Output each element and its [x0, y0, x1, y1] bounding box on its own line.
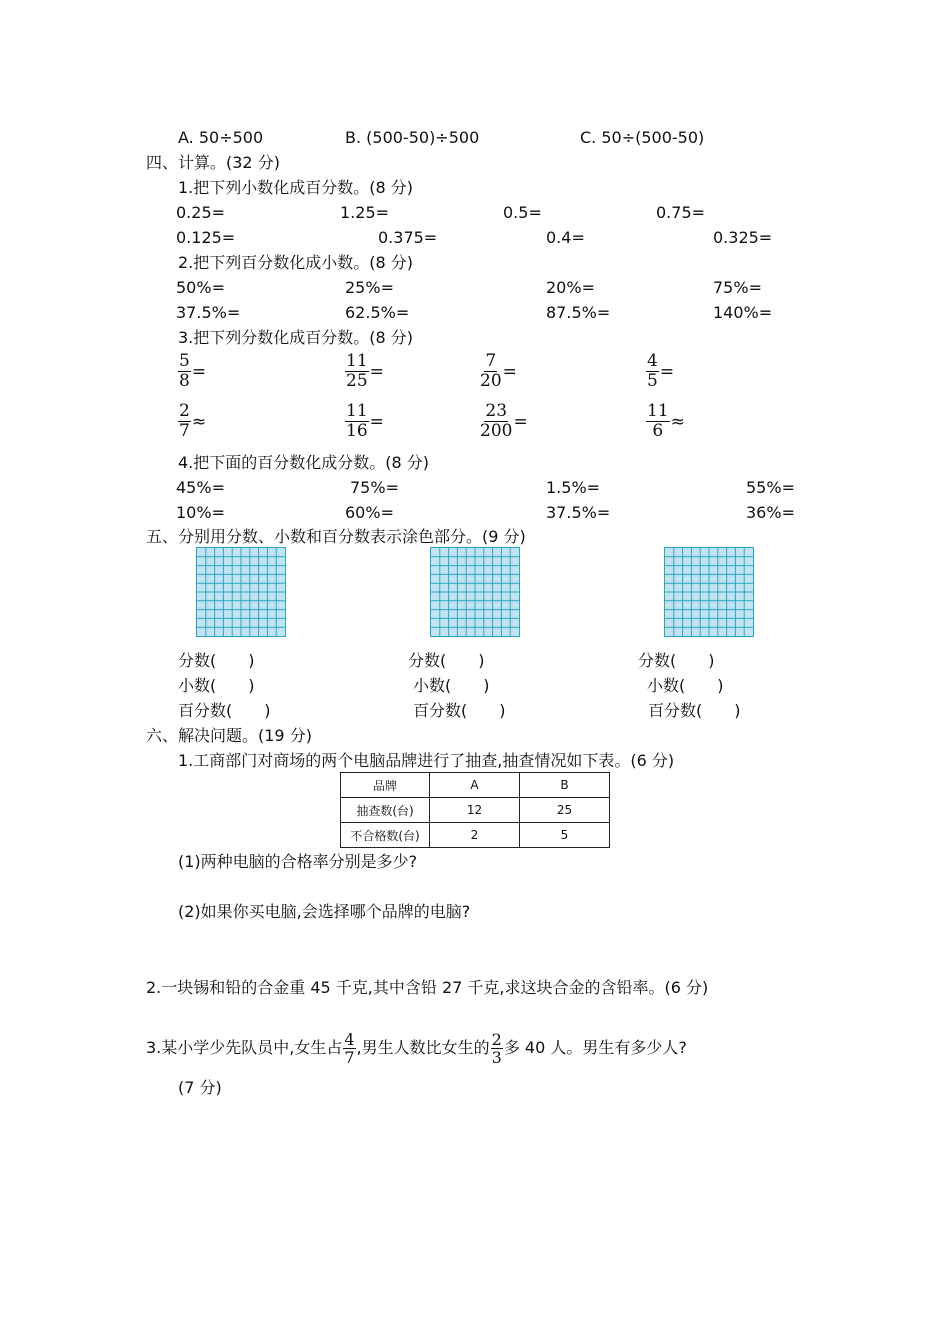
fraction-symbol: ≈ — [670, 411, 685, 432]
decimal-answer-1: 小数( ) — [178, 676, 255, 695]
section-6-title: 六、解决问题。(19 分) — [146, 726, 312, 745]
fraction-denominator: 8 — [179, 371, 190, 391]
q4-1-item: 0.5= — [503, 203, 542, 222]
q4-4-item: 45%= — [176, 478, 225, 497]
q4-1-item: 0.4= — [546, 228, 585, 247]
grid-lines — [665, 548, 753, 636]
q4-1-title: 1.把下列小数化成百分数。(8 分) — [178, 178, 414, 197]
q6-1-sub2: (2)如果你买电脑,会选择哪个品牌的电脑? — [178, 902, 471, 921]
q4-2-item: 87.5%= — [546, 303, 611, 322]
q4-1-item: 0.125= — [176, 228, 236, 247]
fraction-symbol: = — [369, 361, 384, 382]
fraction-denominator: 7 — [179, 421, 190, 441]
q4-4-title: 4.把下面的百分数化成分数。(8 分) — [178, 453, 430, 472]
section-4-title: 四、计算。(32 分) — [146, 153, 280, 172]
q4-2-item: 75%= — [713, 278, 762, 297]
q4-4-item: 1.5%= — [546, 478, 601, 497]
fraction-symbol: = — [502, 361, 517, 382]
q4-4-item: 55%= — [746, 478, 795, 497]
fraction-denominator: 6 — [652, 421, 664, 441]
q4-2-item: 140%= — [713, 303, 773, 322]
q4-1-item: 1.25= — [340, 203, 390, 222]
q6-3-fraction-2 — [491, 1031, 503, 1066]
choice-a: A. 50÷500 — [178, 128, 264, 147]
q6-1-sub1: (1)两种电脑的合格率分别是多少? — [178, 852, 418, 871]
grid-lines — [197, 548, 285, 636]
q6-3-score: (7 分) — [178, 1078, 222, 1097]
fraction-symbol: = — [659, 361, 675, 382]
q4-2-item: 37.5%= — [176, 303, 241, 322]
fraction-denominator: 20 — [480, 371, 502, 391]
q6-3-fraction-1 — [343, 1031, 355, 1066]
fraction-denominator: 7 — [344, 1048, 355, 1067]
fraction-symbol: = — [191, 361, 207, 382]
table-header-row — [341, 773, 610, 798]
table-cell: 5 — [520, 823, 610, 848]
q6-1-title: 1.工商部门对商场的两个电脑品牌进行了抽查,抽查情况如下表。(6 分) — [178, 751, 675, 770]
q4-2-item: 62.5%= — [345, 303, 410, 322]
fraction-numerator: 2 — [491, 1030, 502, 1049]
table-cell: 不合格数(台) — [341, 823, 430, 848]
fraction-numerator: 2 — [179, 401, 190, 421]
fraction-numerator: 4 — [344, 1030, 355, 1049]
fraction-answer-1: 分数( ) — [178, 651, 255, 670]
fraction-numerator: 23 — [485, 401, 508, 421]
fraction-denominator: 25 — [346, 371, 368, 391]
shaded-grid-3 — [664, 547, 754, 637]
decimal-answer-3: 小数( ) — [647, 676, 724, 695]
q4-3-fraction — [480, 402, 528, 441]
table-row — [341, 823, 610, 848]
fraction-symbol: = — [513, 411, 528, 432]
fraction-numerator: 11 — [346, 351, 368, 371]
percent-answer-1: 百分数( ) — [178, 701, 271, 720]
section-5-title: 五、分别用分数、小数和百分数表示涂色部分。(9 分) — [146, 527, 526, 546]
fraction-symbol: ≈ — [191, 411, 207, 432]
q6-3-text: ,男生人数比女生的 — [356, 1038, 490, 1057]
q4-3-fraction — [178, 402, 206, 441]
fraction-denominator: 3 — [491, 1048, 502, 1067]
fraction-numerator: 4 — [647, 351, 658, 371]
q4-1-item: 0.325= — [713, 228, 773, 247]
q4-3-fraction — [480, 352, 517, 391]
fraction-answer-3: 分数( ) — [638, 651, 715, 670]
fraction-numerator: 11 — [647, 401, 669, 421]
fraction-numerator: 7 — [485, 351, 497, 371]
q6-3 — [146, 1028, 687, 1068]
table-header: B — [520, 773, 610, 798]
fraction-numerator: 11 — [346, 401, 368, 421]
q6-3-text: 3.某小学少先队员中,女生占 — [146, 1038, 343, 1057]
choice-b: B. (500-50)÷500 — [345, 128, 480, 147]
fraction-answer-2: 分数( ) — [408, 651, 485, 670]
shaded-grid-1 — [196, 547, 286, 637]
fraction-denominator: 5 — [647, 371, 658, 391]
survey-table — [340, 772, 610, 848]
table-header: A — [430, 773, 520, 798]
q4-4-item: 36%= — [746, 503, 795, 522]
q6-2: 2.一块锡和铅的合金重 45 千克,其中含铅 27 千克,求这块合金的含铅率。(6 分) — [146, 978, 709, 997]
table-cell: 25 — [520, 798, 610, 823]
q4-4-item: 75%= — [350, 478, 399, 497]
fraction-numerator: 5 — [179, 351, 190, 371]
decimal-answer-2: 小数( ) — [413, 676, 490, 695]
q4-3-title: 3.把下列分数化成百分数。(8 分) — [178, 328, 414, 347]
percent-answer-2: 百分数( ) — [413, 701, 506, 720]
q4-4-item: 37.5%= — [546, 503, 611, 522]
fraction-denominator: 16 — [346, 421, 368, 441]
fraction-denominator: 200 — [480, 421, 513, 441]
q4-1-item: 0.375= — [378, 228, 438, 247]
shaded-grid-2 — [430, 547, 520, 637]
table-cell: 抽查数(台) — [341, 798, 430, 823]
q4-3-fraction — [345, 402, 384, 441]
fraction-symbol: = — [369, 411, 384, 432]
q4-3-fraction — [345, 352, 384, 391]
q4-2-item: 25%= — [345, 278, 394, 297]
q4-2-title: 2.把下列百分数化成小数。(8 分) — [178, 253, 414, 272]
q4-2-item: 20%= — [546, 278, 595, 297]
table-row — [341, 798, 610, 823]
grid-lines — [431, 548, 519, 636]
choice-c: C. 50÷(500-50) — [580, 128, 705, 147]
q4-4-item: 10%= — [176, 503, 225, 522]
q6-3-text: 多 40 人。男生有多少人? — [503, 1038, 687, 1057]
table-cell: 2 — [430, 823, 520, 848]
q4-1-item: 0.25= — [176, 203, 226, 222]
table-cell: 12 — [430, 798, 520, 823]
q4-3-fraction — [178, 352, 206, 391]
table-header: 品牌 — [341, 773, 430, 798]
q4-2-item: 50%= — [176, 278, 225, 297]
q4-1-item: 0.75= — [656, 203, 706, 222]
q4-4-item: 60%= — [345, 503, 394, 522]
q4-3-fraction — [646, 352, 674, 391]
q4-3-fraction — [646, 402, 685, 441]
percent-answer-3: 百分数( ) — [648, 701, 741, 720]
